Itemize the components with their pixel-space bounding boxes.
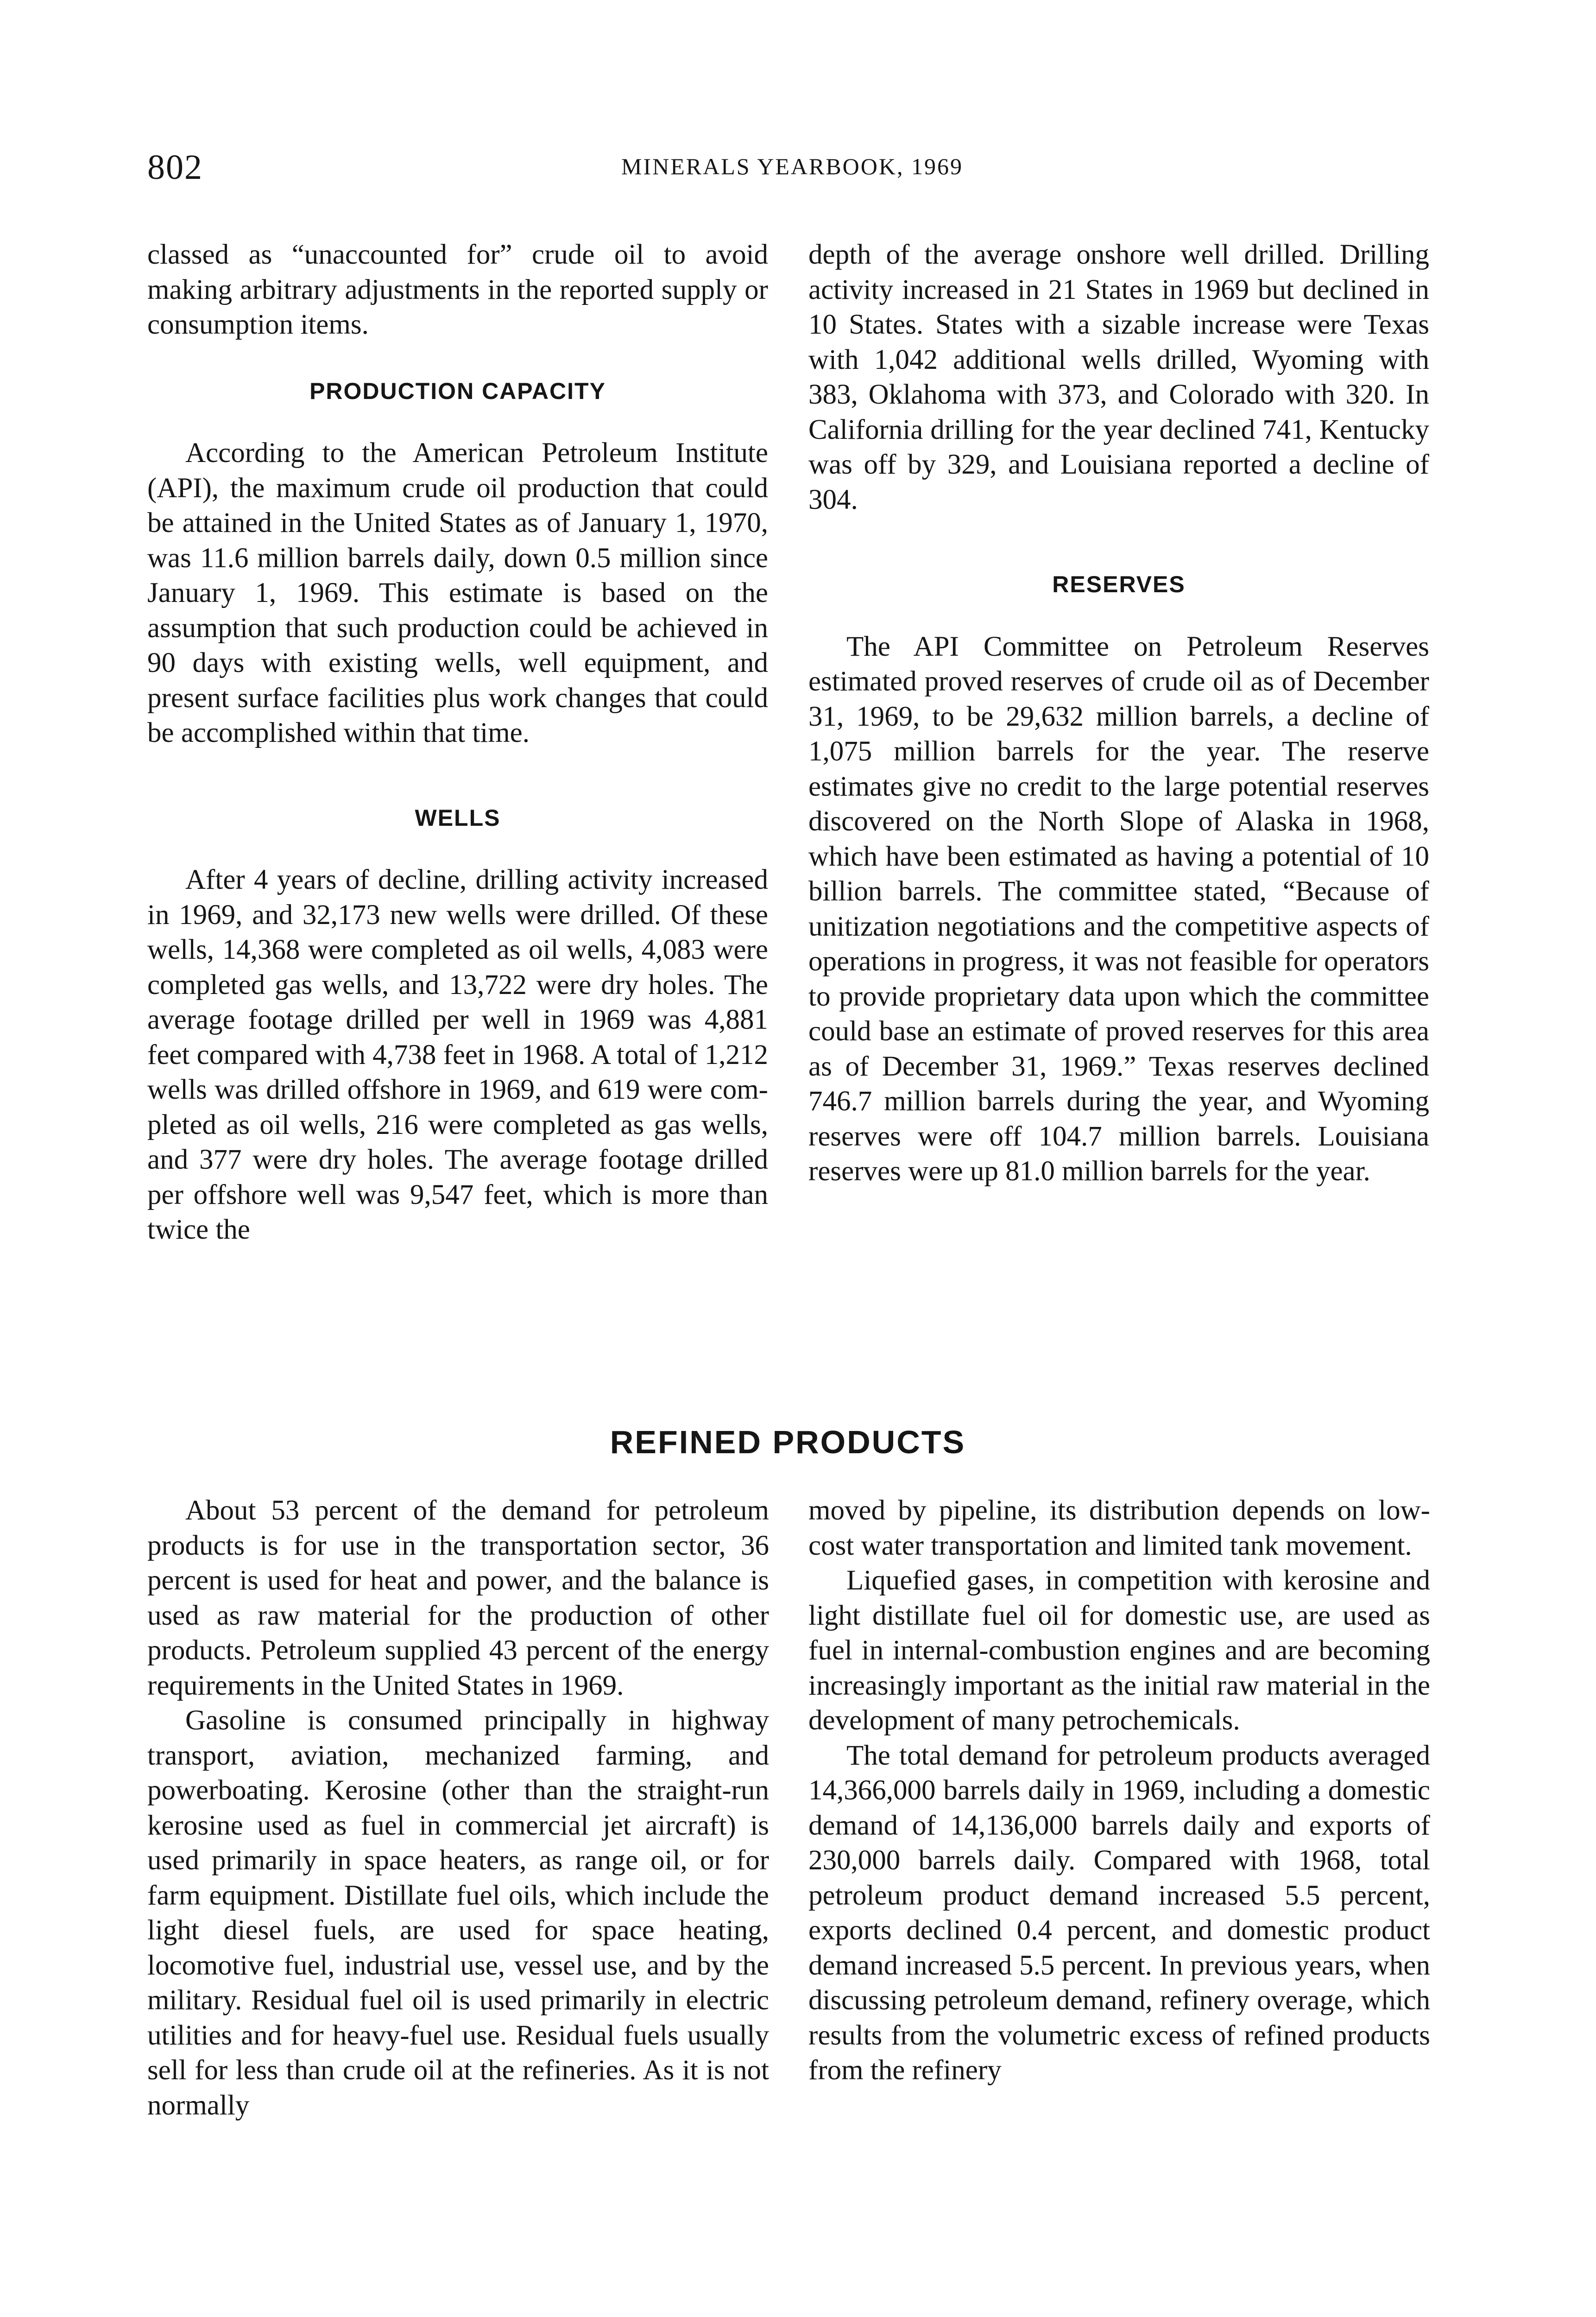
column-left-top — [147, 237, 768, 1247]
residual-continued-paragraph: moved by pipeline, its distribution depends on low-cost water transportation and limited tank movement. — [808, 1495, 1430, 1561]
refined-products-heading: REFINED PRODUCTS — [610, 1424, 966, 1460]
reserves-heading: RESERVES — [1052, 571, 1186, 597]
intro-paragraph: classed as “unaccounted for” crude oil to avoid making arbitrary adjustments in the reported supply or consumption items. — [147, 239, 768, 340]
column-left-bottom — [147, 1493, 769, 2123]
column-right-top — [808, 237, 1429, 1189]
wells-heading: WELLS — [415, 804, 501, 831]
page-number: 802 — [147, 148, 203, 187]
wells-continued-paragraph: depth of the average onshore well drilled. Drilling activity increased in 21 States in 1969 but declined in 10 States. States with a sizable increase were Texas with 1,042 additional wells drilled, Wyoming with 383, Oklahoma with 373, and Colorado with 320. In California drilling for the year declined 741, Kentucky was off by 329, and Louisiana reported a decline of 304. — [808, 239, 1429, 515]
total-demand-paragraph: The total demand for petroleum products averaged 14,366,000 barrels daily in 1969, including a domestic demand of 14,136,000 barrels daily and exports of 230,000 barrels daily. Compared with 1968, total petroleum product demand increased 5.5 percent, exports declined 0.4 percent, and domestic product demand increased 5.5 percent. In previous years, when discussing petroleum demand, refinery overage, which results from the volumetric excess of refined products from the refinery — [808, 1740, 1430, 2086]
production-capacity-paragraph: According to the American Petroleum Institute (API), the maximum crude oil production that could be attained in the United States as of January 1, 1970, was 11.6 million barrels daily, down 0.5 million since January 1, 1969. This estimate is based on the assumption that such production could be achieved in 90 days with existing wells, well equipment, and present surface facilities plus work changes that could be accomplished within that time. — [147, 437, 768, 748]
product-uses-paragraph: Gasoline is consumed principally in highway transport, aviation, mechanized farming, and powerboating. Kerosine (other than the straight-run kerosine used as fuel in commercial jet aircraft) is used primarily in space heaters, as range oil, or for farm equipment. Distillate fuel oils, which include the light diesel fuels, are used for space heating, locomotive fuel, industrial use, vessel use, and by the military. Residual fuel oil is used primarily in electric utilities and for heavy-fuel use. Residual fuels usually sell for less than crude oil at the refineries. As it is not normally — [147, 1705, 769, 2121]
column-right-bottom — [808, 1493, 1430, 2088]
production-capacity-heading: PRODUCTION CAPACITY — [309, 378, 606, 404]
wells-paragraph: After 4 years of decline, drilling activity increased in 1969, and 32,173 new wells were drilled. Of these wells, 14,368 were completed as oil wells, 4,083 were completed gas wells, and 13,722 were dry holes. The average footage drilled per well in 1969 was 4,881 feet compared with 4,738 feet in 1968. A total of 1,212 wells was drilled offshore in 1969, and 619 were completed as oil wells, 216 were completed as gas wells, and 377 were dry holes. The average footage drilled per offshore well was 9,547 feet, which is more than twice the — [147, 864, 769, 1245]
reserves-paragraph: The API Committee on Petroleum Reserves estimated proved reserves of crude oil as of December 31, 1969, to be 29,632 million barrels, a decline of 1,075 million barrels for the year. The reserve estimates give no credit to the large potential reserves discovered on the North Slope of Alaska in 1968, which have been estimated as having a potential of 10 billion barrels. The committee stated, “Because of unitization negotiations and the competitive aspects of operations in progress, it was not feasible for operators to provide proprietary data upon which the committee could base an estimate of proved reserves for this area as of December 31, 1969.” Texas reserves declined 746.7 million barrels during the year, and Wyoming reserves were off 104.7 million barrels. Louisiana reserves were up 81.0 million barrels for the year. — [808, 631, 1429, 1187]
liquefied-gases-paragraph: Liquefied gases, in competition with kerosine and light distillate fuel oil for domestic use, are used as fuel in internal-combustion engines and are becoming increasingly important as the initial raw material in the development of many petrochemicals. — [808, 1565, 1430, 1736]
demand-share-paragraph: About 53 percent of the demand for petroleum products is for use in the transportation sector, 36 percent is used for heat and power, and the balance is used as raw material for the production of other products. Petroleum supplied 43 percent of the energy requirements in the United States in 1969. — [147, 1495, 769, 1701]
running-head: MINERALS YEARBOOK, 1969 — [621, 153, 963, 179]
